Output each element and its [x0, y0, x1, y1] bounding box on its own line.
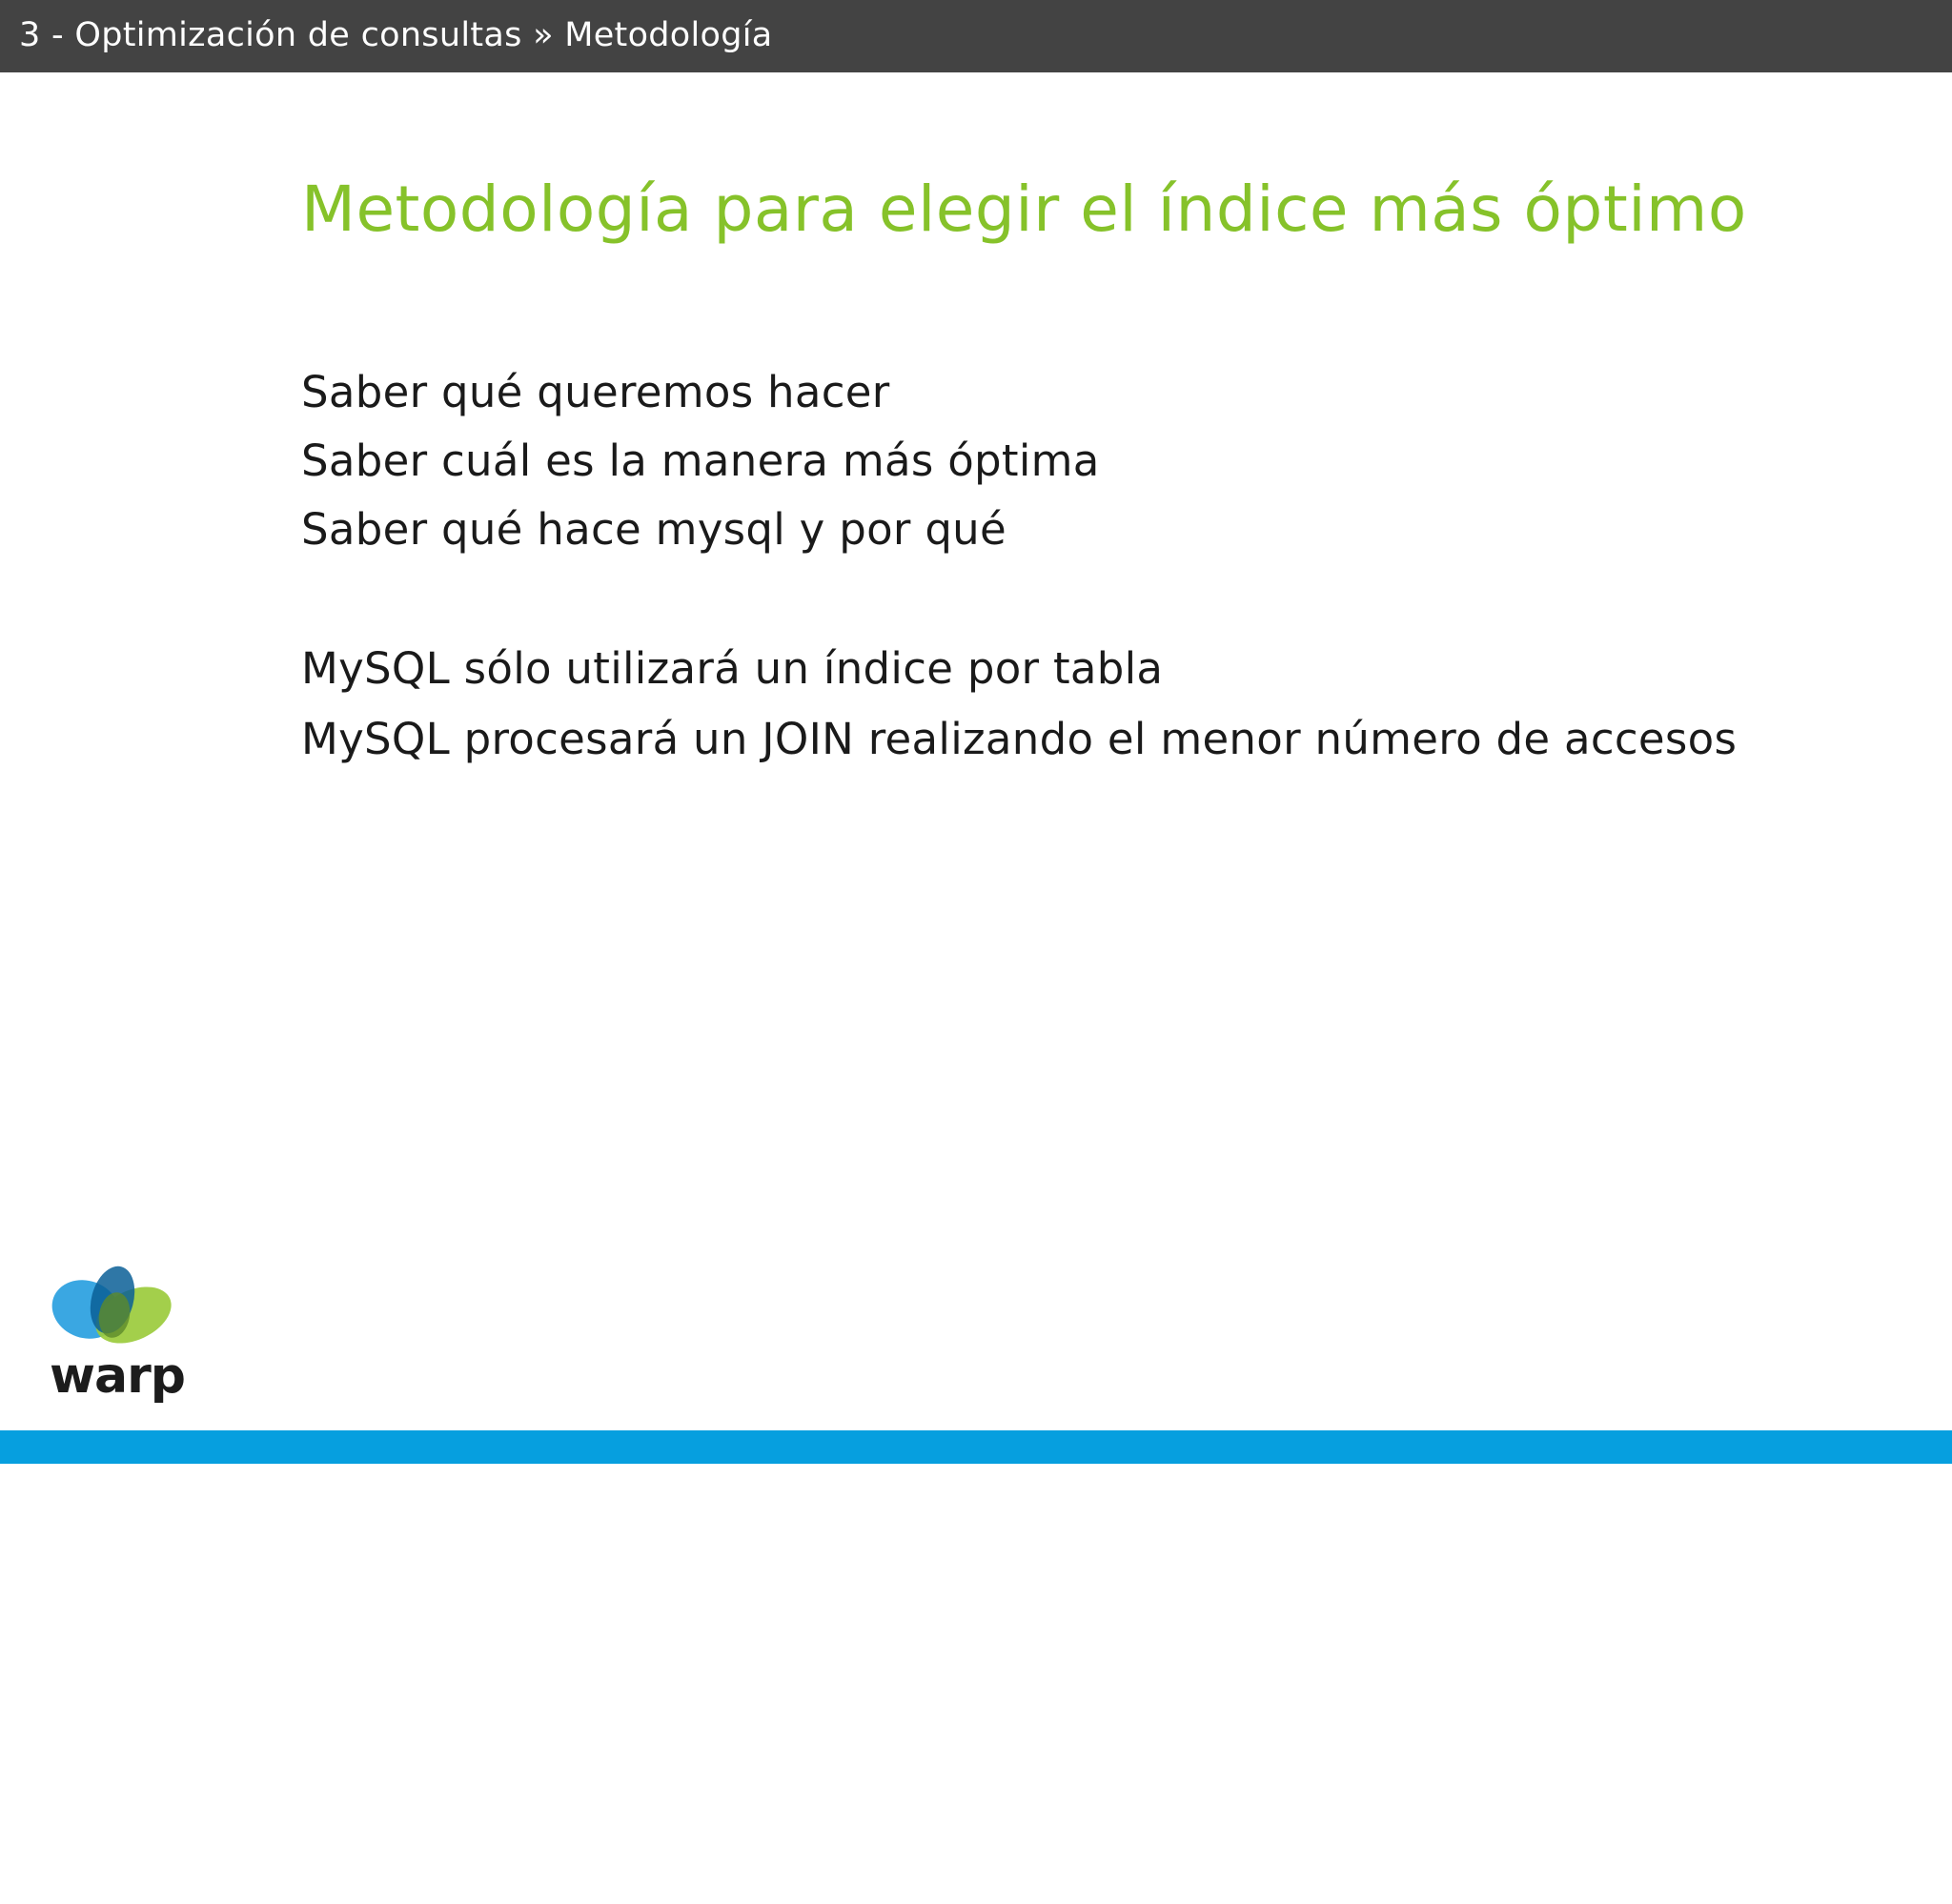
- body-line: MySQL sólo utilizará un índice por tabla: [301, 643, 1164, 694]
- breadcrumb: 3 - Optimización de consultas » Metodología: [19, 16, 773, 54]
- footer-bar: [0, 1430, 1952, 1464]
- warp-logo: [46, 1258, 185, 1410]
- warp-leaves-icon: [46, 1258, 179, 1353]
- logo-wordmark: warp: [50, 1347, 185, 1405]
- slide-title: Metodología para elegir el índice más óptimo: [301, 172, 1747, 246]
- body-line: Saber qué queremos hacer: [301, 367, 890, 417]
- body-line: MySQL procesará un JOIN realizando el menor número de accesos: [301, 714, 1738, 764]
- header-bar: [0, 0, 1952, 72]
- body-line: Saber cuál es la manera más óptima: [301, 435, 1100, 486]
- body-line: Saber qué hace mysql y por qué: [301, 504, 1006, 555]
